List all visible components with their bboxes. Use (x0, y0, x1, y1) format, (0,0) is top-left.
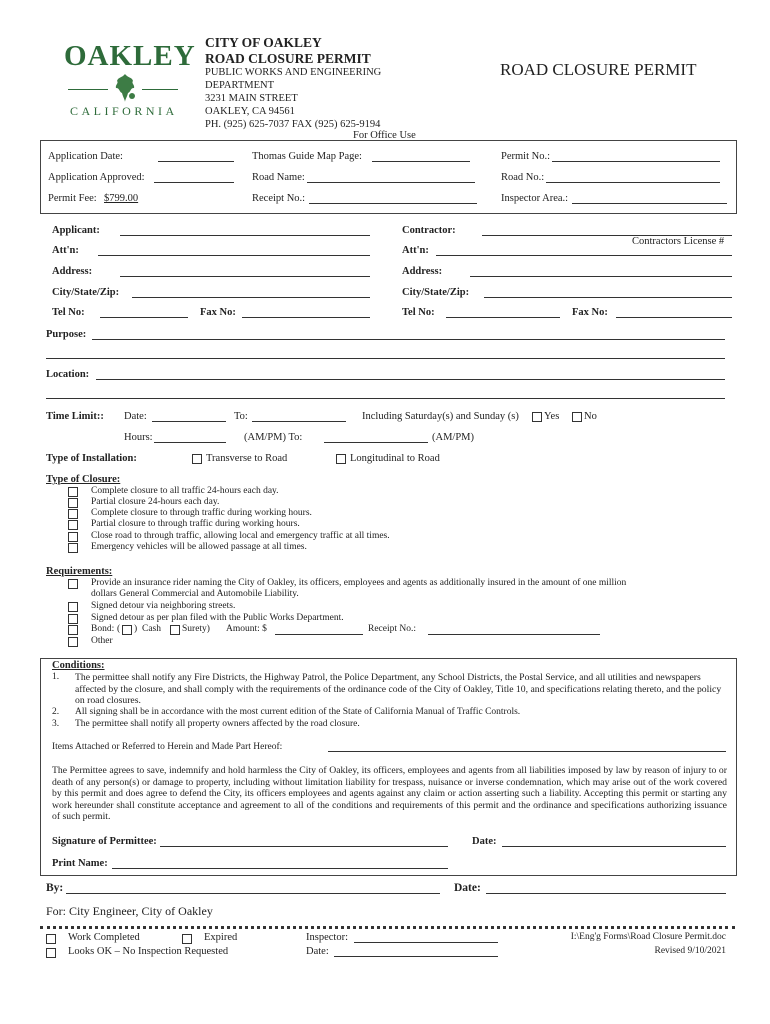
logo-rule-right (142, 89, 178, 90)
application-date-label: Application Date: (48, 151, 123, 162)
closure-option-checkbox[interactable] (68, 520, 78, 530)
inspector-area-field[interactable] (572, 203, 727, 204)
applicant-address-field[interactable] (120, 276, 370, 277)
applicant-city-label: City/State/Zip: (52, 287, 120, 298)
applicant-field[interactable] (120, 235, 370, 236)
expired-checkbox[interactable] (182, 934, 192, 944)
inspector-area-label: Inspector Area.: (501, 193, 569, 204)
hours-ampm-label: (AM/PM) (432, 432, 475, 443)
road-name-label: Road Name: (252, 172, 305, 183)
requirements-label: Requirements: (46, 566, 113, 577)
location-field[interactable] (96, 379, 725, 380)
including-weekends-label: Including Saturday(s) and Sunday (s) (362, 411, 519, 422)
transverse-checkbox[interactable] (192, 454, 202, 464)
insurance-checkbox[interactable] (68, 579, 78, 589)
permit-no-label: Permit No.: (501, 151, 550, 162)
application-approved-label: Application Approved: (48, 172, 145, 183)
closure-option-checkbox[interactable] (68, 498, 78, 508)
signature-date-field[interactable] (502, 846, 726, 847)
applicant-tel-label: Tel No: (52, 307, 85, 318)
permit-name: ROAD CLOSURE PERMIT (205, 51, 371, 66)
page-title: ROAD CLOSURE PERMIT (500, 60, 697, 79)
receipt-no-field[interactable] (309, 203, 477, 204)
city-name: CITY OF OAKLEY (205, 35, 322, 50)
receipt-no-label: Receipt No.: (252, 193, 306, 204)
installation-label: Type of Installation: (46, 453, 137, 464)
looks-ok-label: Looks OK – No Inspection Requested (68, 946, 229, 957)
cash-label: Cash (142, 624, 161, 634)
applicant-city-field[interactable] (132, 297, 370, 298)
applicant-fax-field[interactable] (242, 317, 370, 318)
condition-number: 2. (52, 707, 60, 717)
condition-1: The permittee shall notify any Fire Districts, the Highway Patrol, the Police Department, any School Districts, the Postal Service, and all utilities and newspapers affected by the closure, and shall comply with the requirements of the ordinance code of the City of Oakley, Title 10, and specifications relating thereto, and the policy on road closures. (75, 672, 722, 706)
thomas-guide-label: Thomas Guide Map Page: (252, 151, 362, 162)
closure-option-label: Partial closure 24-hours each day. (91, 497, 220, 507)
time-date-field[interactable] (152, 421, 226, 422)
inspector-date-field[interactable] (334, 956, 498, 957)
longitudinal-checkbox[interactable] (336, 454, 346, 464)
by-date-label: Date: (454, 882, 481, 894)
surety-checkbox[interactable] (170, 625, 180, 635)
application-approved-field[interactable] (154, 182, 234, 183)
logo-oakley: OAKLEY (64, 40, 196, 72)
amount-label: Amount: $ (226, 624, 267, 634)
signature-field[interactable] (160, 846, 448, 847)
expired-label: Expired (204, 932, 238, 943)
conditions-label: Conditions: (52, 660, 105, 671)
hours-to-field[interactable] (324, 442, 428, 443)
applicant-attn-label: Att'n: (52, 245, 79, 256)
applicant-address-label: Address: (52, 266, 93, 277)
purpose-label: Purpose: (46, 329, 87, 340)
transverse-label: Transverse to Road (206, 453, 288, 464)
permit-fee-value: $799.00 (104, 193, 139, 204)
purpose-field[interactable] (92, 339, 725, 340)
hours-ampm-to-label: (AM/PM) To: (244, 432, 303, 443)
time-date-label: Date: (124, 411, 147, 422)
city-state: OAKLEY, CA 94561 (205, 106, 295, 117)
contractor-license-label: Contractors License # (632, 236, 725, 247)
weekend-yes-label: Yes (544, 411, 560, 422)
by-date-field[interactable] (486, 893, 726, 894)
location-field-line2[interactable] (46, 398, 725, 399)
inspector-date-label: Date: (306, 946, 329, 957)
other-label: Other (91, 636, 113, 646)
application-date-field[interactable] (158, 161, 234, 162)
bond-receipt-label: Receipt No.: (368, 624, 417, 634)
dept-line2: DEPARTMENT (205, 80, 274, 91)
logo-rule-left (68, 89, 108, 90)
detour-plan-checkbox[interactable] (68, 614, 78, 624)
inspector-field[interactable] (354, 942, 498, 943)
weekend-yes-checkbox[interactable] (532, 412, 542, 422)
detour-checkbox[interactable] (68, 602, 78, 612)
amount-field[interactable] (275, 634, 363, 635)
indemnity-text: The Permittee agrees to save, indemnify and hold harmless the City of Oakley, its officers, employees and agents from all liabilities imposed by law by reason of injury to or death of any person(s) or damage to property, including without limitation liability for trespass, nuisance or inverse condemnation, which may arise out of the work covered by this permit and does agree to defend the City, its officers employees and agents against any claim or action asserting such a liability. Accepting this permit or starting any work hereunder shall constitute acceptance and agreement to all of the conditions and requirements of this permit and the ordinance and specifications authorizing issuance of such permit. (52, 765, 727, 822)
dotted-divider (40, 926, 735, 929)
inspector-label: Inspector: (306, 932, 348, 943)
bond-label: Bond: (91, 624, 115, 634)
contractor-fax-label: Fax No: (572, 307, 608, 318)
by-field[interactable] (66, 893, 440, 894)
insurance-text: Provide an insurance rider naming the City of Oakley, its officers, employees and agents as additionally insured in the amount of one million (91, 578, 627, 588)
longitudinal-label: Longitudinal to Road (350, 453, 440, 464)
time-to-label: To: (234, 411, 248, 422)
road-no-label: Road No.: (501, 172, 545, 183)
condition-3: The permittee shall notify all property owners affected by the road closure. (75, 719, 360, 729)
cash-checkbox[interactable] (122, 625, 132, 635)
applicant-attn-field[interactable] (98, 255, 370, 256)
closure-type-label: Type of Closure: (46, 474, 121, 485)
closure-option-checkbox[interactable] (68, 532, 78, 542)
contractor-city-field[interactable] (484, 297, 732, 298)
looks-ok-checkbox[interactable] (46, 948, 56, 958)
bond-receipt-field[interactable] (428, 634, 600, 635)
logo-california: CALIFORNIA (70, 104, 178, 118)
file-path: I:\Eng'g Forms\Road Closure Permit.doc (570, 932, 726, 942)
oak-leaf-icon (110, 72, 140, 104)
work-completed-checkbox[interactable] (46, 934, 56, 944)
revised-date: Revised 9/10/2021 (654, 946, 726, 956)
contractor-fax-field[interactable] (616, 317, 732, 318)
paren-close: ) (134, 624, 138, 634)
thomas-guide-field[interactable] (372, 161, 470, 162)
road-name-field[interactable] (307, 182, 475, 183)
applicant-fax-label: Fax No: (200, 307, 236, 318)
location-label: Location: (46, 369, 90, 380)
applicant-tel-field[interactable] (100, 317, 188, 318)
closure-option-checkbox[interactable] (68, 487, 78, 497)
office-use-heading: For Office Use (353, 130, 416, 141)
condition-number: 3. (52, 719, 60, 729)
hours-label: Hours: (124, 432, 153, 443)
purpose-field-line2[interactable] (46, 358, 725, 359)
hours-from-field[interactable] (154, 442, 226, 443)
road-no-field[interactable] (546, 182, 720, 183)
street-address: 3231 MAIN STREET (205, 93, 298, 104)
signature-label: Signature of Permittee: (52, 836, 157, 847)
phone-fax: PH. (925) 625-7037 FAX (925) 625-9194 (205, 119, 381, 130)
city-engineer-label: For: City Engineer, City of Oakley (46, 904, 213, 918)
print-name-field[interactable] (112, 868, 448, 869)
detour-label: Signed detour via neighboring streets. (91, 601, 236, 611)
contractor-city-label: City/State/Zip: (402, 287, 470, 298)
insurance-text-line2: dollars General Commercial and Automobile Liability. (91, 589, 299, 599)
print-name-label: Print Name: (52, 858, 108, 869)
closure-option-label: Partial closure to through traffic during working hours. (91, 519, 300, 529)
other-checkbox[interactable] (68, 637, 78, 647)
weekend-no-label: No (584, 411, 597, 422)
by-label: By: (46, 882, 64, 894)
paren-open: ( (117, 624, 121, 634)
time-to-field[interactable] (252, 421, 346, 422)
detour-plan-label: Signed detour as per plan filed with the Public Works Department. (91, 613, 344, 623)
contractor-attn-field[interactable] (436, 255, 732, 256)
condition-number: 1. (52, 672, 60, 682)
contractor-label: Contractor: (402, 225, 456, 236)
permit-fee-label: Permit Fee: (48, 193, 97, 204)
contractor-attn-label: Att'n: (402, 245, 429, 256)
work-completed-label: Work Completed (68, 932, 140, 943)
closure-option-checkbox[interactable] (68, 509, 78, 519)
bond-checkbox[interactable] (68, 625, 78, 635)
condition-2: All signing shall be in accordance with the most current edition of the State of California Manual of Traffic Controls. (75, 707, 521, 717)
items-attached-field[interactable] (328, 751, 726, 752)
closure-option-label: Complete closure to all traffic 24-hours each day. (91, 486, 279, 496)
closure-option-label: Emergency vehicles will be allowed passage at all times. (91, 542, 307, 552)
closure-option-label: Close road to through traffic, allowing local and emergency traffic at all times. (91, 531, 390, 541)
applicant-label: Applicant: (52, 225, 100, 236)
closure-option-label: Complete closure to through traffic during working hours. (91, 508, 312, 518)
permit-no-field[interactable] (552, 161, 720, 162)
closure-option-checkbox[interactable] (68, 543, 78, 553)
contractor-tel-label: Tel No: (402, 307, 435, 318)
time-limit-label: Time Limit:: (46, 411, 104, 422)
signature-date-label: Date: (472, 836, 497, 847)
weekend-no-checkbox[interactable] (572, 412, 582, 422)
surety-label: Surety) (182, 624, 210, 634)
items-attached-label: Items Attached or Referred to Herein and Made Part Hereof: (52, 742, 283, 752)
contractor-address-field[interactable] (470, 276, 732, 277)
contractor-address-label: Address: (402, 266, 443, 277)
contractor-tel-field[interactable] (446, 317, 560, 318)
dept-line1: PUBLIC WORKS AND ENGINEERING (205, 67, 382, 78)
